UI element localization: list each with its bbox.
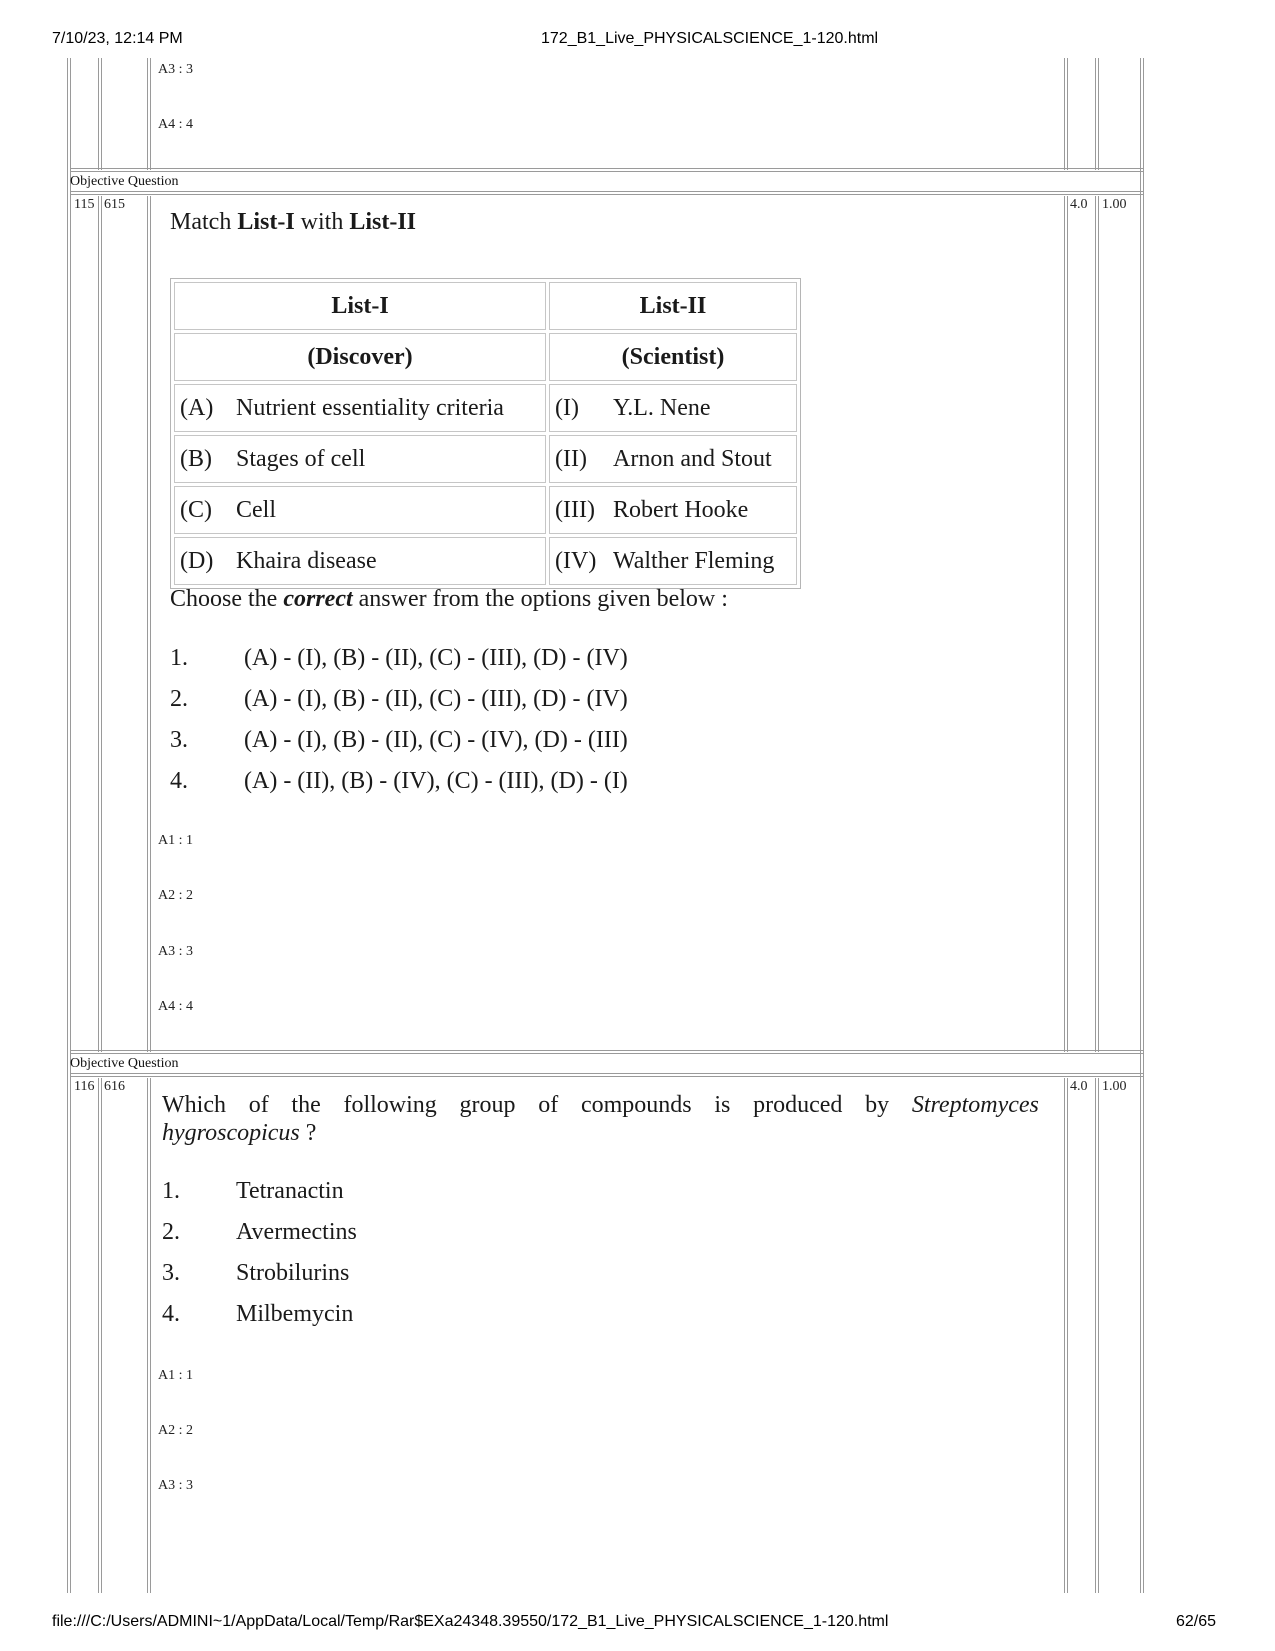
question-prompt: Match List-I with List-II	[170, 209, 417, 235]
option-number: 2.	[162, 1219, 180, 1245]
page-number: 62/65	[1176, 1613, 1217, 1630]
row-label: (II)	[555, 445, 587, 472]
prev-answer-3: A3 : 3	[158, 62, 193, 77]
question-id: 616	[104, 1079, 125, 1094]
row-text: Robert Hooke	[613, 496, 749, 523]
prev-answer-4: A4 : 4	[158, 117, 193, 132]
question-marks: 4.0	[1070, 1079, 1088, 1094]
row-text: Khaira disease	[236, 547, 377, 574]
row-text: Nutrient essentiality criteria	[236, 394, 504, 421]
question-prompt-line2: hygroscopicus ?	[162, 1120, 317, 1146]
row-text: Cell	[236, 496, 276, 523]
answer-key-2: A2 : 2	[158, 1423, 193, 1438]
row-text: Walther Fleming	[613, 547, 775, 574]
print-title: 172_B1_Live_PHYSICALSCIENCE_1-120.html	[541, 30, 879, 47]
table-row	[174, 537, 797, 585]
question-marks: 4.0	[1070, 197, 1088, 212]
table-subheader-scientist: (Scientist)	[549, 333, 797, 381]
table-row	[174, 486, 797, 534]
answer-key-3: A3 : 3	[158, 944, 193, 959]
question-type-label: Objective Question	[70, 1056, 179, 1071]
option-text: Strobilurins	[236, 1260, 350, 1286]
option-number: 2.	[170, 686, 188, 712]
row-label: (D)	[180, 547, 214, 574]
option-text: Tetranactin	[236, 1178, 344, 1204]
option-text: (A) - (II), (B) - (IV), (C) - (III), (D) - (I)	[244, 768, 628, 794]
answer-key-2: A2 : 2	[158, 888, 193, 903]
option-text: Avermectins	[236, 1219, 357, 1245]
option-number: 1.	[170, 645, 188, 671]
row-text: Y.L. Nene	[613, 394, 711, 421]
answer-key-1: A1 : 1	[158, 833, 193, 848]
table-header-list2: List-II	[549, 282, 797, 330]
row-label: (III)	[555, 496, 595, 523]
question-negative-marks: 1.00	[1102, 1079, 1127, 1094]
table-row	[174, 384, 797, 432]
option-text: (A) - (I), (B) - (II), (C) - (III), (D) - (IV)	[244, 645, 628, 671]
option-number: 4.	[162, 1301, 180, 1327]
answer-key-3: A3 : 3	[158, 1478, 193, 1493]
option-text: (A) - (I), (B) - (II), (C) - (III), (D) - (IV)	[244, 686, 628, 712]
table-header-list1: List-I	[174, 282, 546, 330]
row-label: (B)	[180, 445, 212, 472]
question-id: 615	[104, 197, 125, 212]
choose-instruction: Choose the correct answer from the options given below :	[170, 586, 728, 612]
answer-key-1: A1 : 1	[158, 1368, 193, 1383]
question-serial: 116	[74, 1079, 95, 1094]
table-subheader-discover: (Discover)	[174, 333, 546, 381]
option-number: 3.	[170, 727, 188, 753]
question-prompt-line1: Which of the following group of compounds is produced by Streptomyces	[162, 1092, 1039, 1118]
print-file-path: file:///C:/Users/ADMINI~1/AppData/Local/Temp/Rar$EXa24348.39550/172_B1_Live_PHYSICALSCIENCE_1-120.html	[52, 1613, 889, 1630]
match-table	[170, 278, 801, 589]
print-datetime: 7/10/23, 12:14 PM	[52, 30, 183, 47]
row-label: (A)	[180, 394, 214, 421]
option-number: 3.	[162, 1260, 180, 1286]
row-label: (I)	[555, 394, 579, 421]
row-text: Arnon and Stout	[613, 445, 772, 472]
answer-key-4: A4 : 4	[158, 999, 193, 1014]
option-number: 4.	[170, 768, 188, 794]
option-text: Milbemycin	[236, 1301, 354, 1327]
option-text: (A) - (I), (B) - (II), (C) - (IV), (D) - (III)	[244, 727, 628, 753]
question-serial: 115	[74, 197, 95, 212]
row-label: (IV)	[555, 547, 597, 574]
question-negative-marks: 1.00	[1102, 197, 1127, 212]
row-text: Stages of cell	[236, 445, 366, 472]
table-row	[174, 435, 797, 483]
question-type-label: Objective Question	[70, 174, 179, 189]
row-label: (C)	[180, 496, 212, 523]
option-number: 1.	[162, 1178, 180, 1204]
